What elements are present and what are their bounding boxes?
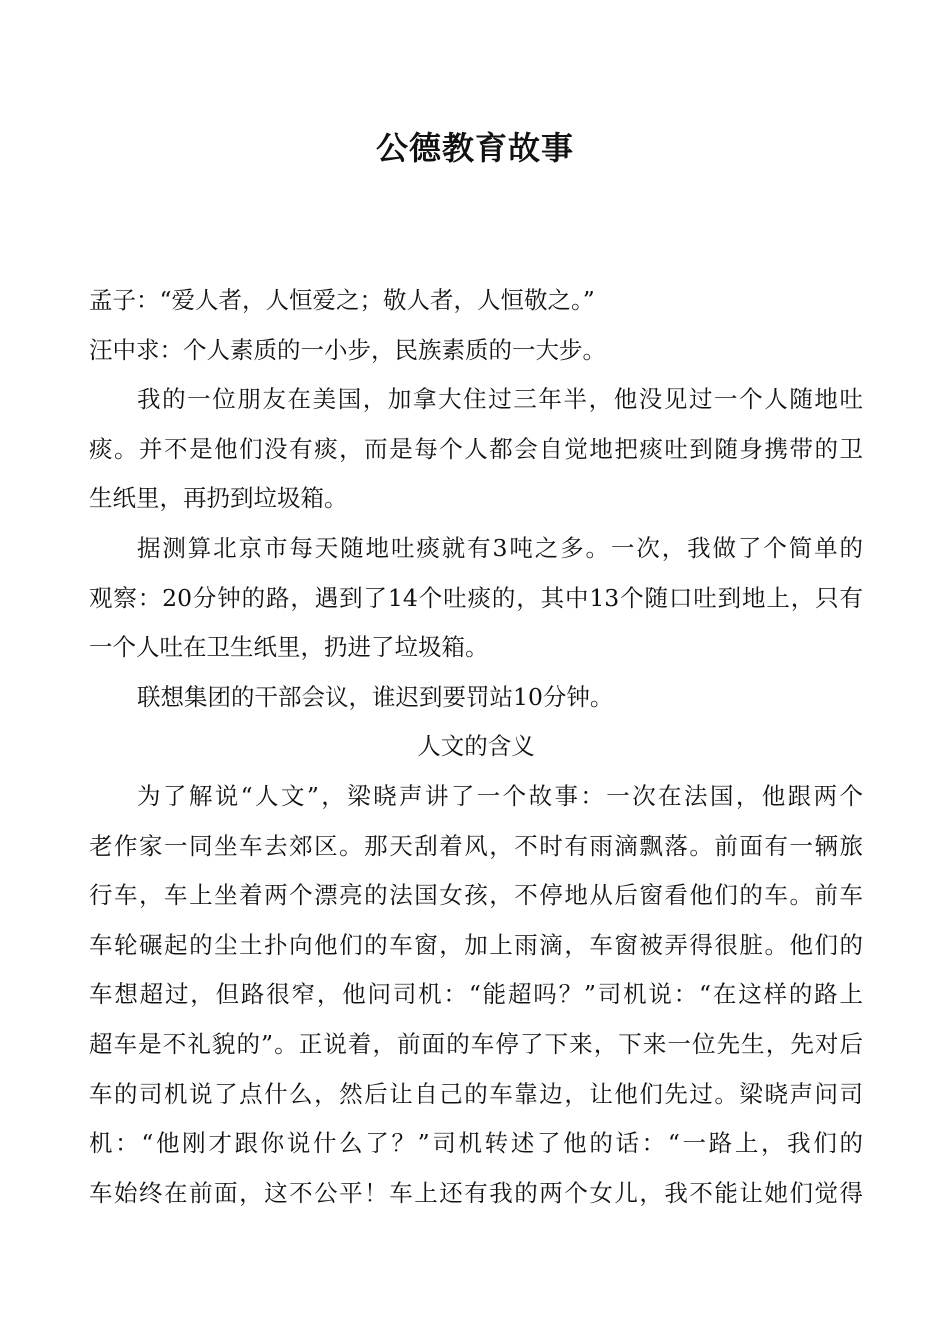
paragraph-line: 据测算北京市每天随地吐痰就有3吨之多。一次，我做了个简单的: [137, 533, 863, 562]
paragraph-line: 痰。并不是他们没有痰，而是每个人都会自觉地把痰吐到随身携带的卫: [89, 434, 863, 463]
paragraph-line: 为了解说“人文”，梁晓声讲了一个故事：一次在法国，他跟两个: [137, 781, 863, 810]
paragraph-line: 机：“他刚才跟你说什么了？”司机转述了他的话：“一路上，我们的: [89, 1129, 863, 1158]
paragraph-line: 我的一位朋友在美国，加拿大住过三年半，他没见过一个人随地吐: [137, 385, 863, 414]
document-body: [89, 276, 863, 1218]
quote-mencius: 孟子：“爱人者，人恒爱之；敬人者，人恒敬之。”: [89, 286, 595, 314]
paragraph-line: 生纸里，再扔到垃圾箱。: [89, 484, 348, 513]
paragraph-line: 车始终在前面，这不公平！车上还有我的两个女儿，我不能让她们觉得: [89, 1178, 863, 1207]
quote-wang-zhongqiu: 汪中求：个人素质的一小步，民族素质的一大步。: [89, 335, 606, 364]
paragraph-line: 车的司机说了点什么，然后让自己的车靠边，让他们先过。梁晓声问司: [89, 1079, 863, 1108]
section-heading: 人文的含义: [417, 732, 535, 761]
paragraph-line: 老作家一同坐车去郊区。那天刮着风，不时有雨滴飘落。前面有一辆旅: [89, 831, 863, 860]
paragraph-line: 车轮碾起的尘土扑向他们的车窗，加上雨滴，车窗被弄得很脏。他们的: [89, 930, 863, 959]
paragraph-line: 一个人吐在卫生纸里，扔进了垃圾箱。: [89, 633, 489, 662]
paragraph-line: 行车，车上坐着两个漂亮的法国女孩，不停地从后窗看他们的车。前车: [89, 881, 863, 910]
document-title: 公德教育故事: [375, 129, 574, 167]
paragraph-line: 观察：20分钟的路，遇到了14个吐痰的，其中13个随口吐到地上，只有: [89, 583, 863, 612]
paragraph-line: 联想集团的干部会议，谁迟到要罚站10分钟。: [137, 682, 614, 711]
paragraph-line: 超车是不礼貌的”。正说着，前面的车停了下来，下来一位先生，先对后: [89, 1029, 863, 1058]
paragraph-line: 车想超过，但路很窄，他问司机：“能超吗？”司机说：“在这样的路上: [89, 980, 863, 1009]
